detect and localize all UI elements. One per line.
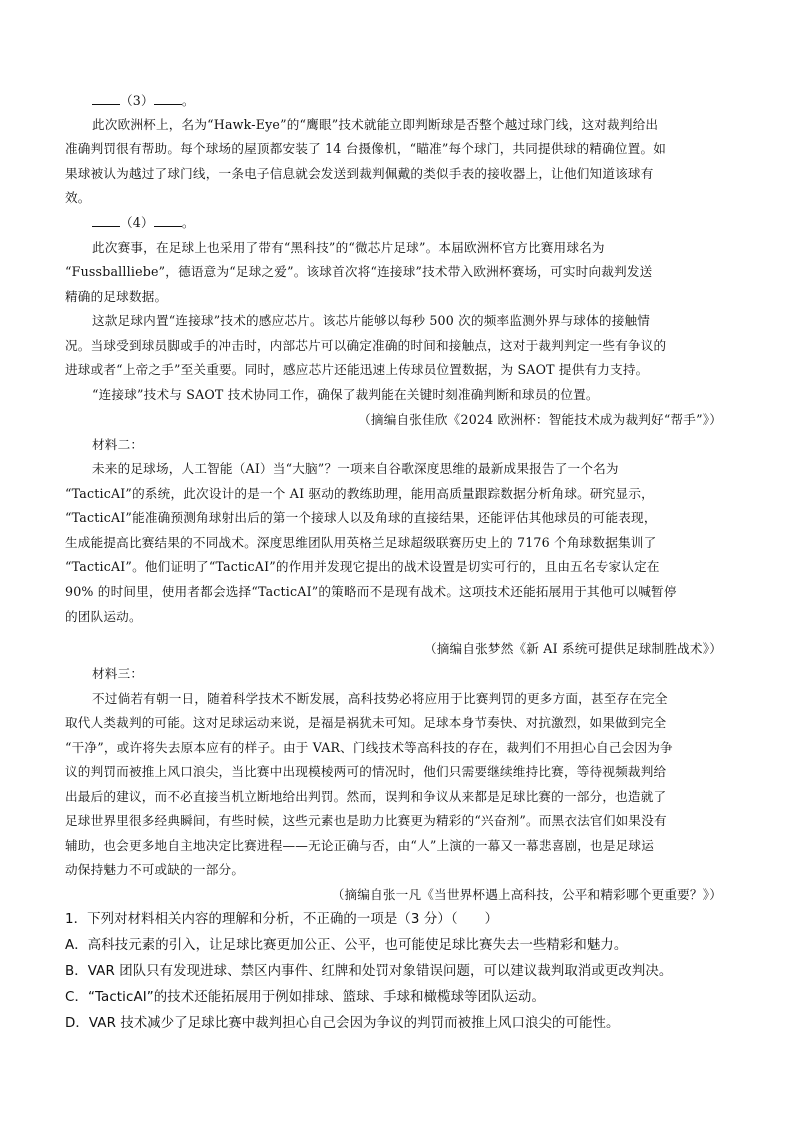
paragraph-line: 动保持魅力不可或缺的一部分。 [65, 862, 245, 877]
paragraph-line: “TacticAI”的系统，此次设计的是一个 AI 驱动的教练助理，能用高质量跟踪数据分析角球。研究显示， [65, 486, 654, 501]
section-4-heading: （4） 。 [92, 215, 195, 231]
material-2-heading: 材料二： [92, 437, 144, 452]
paragraph-line: 议的判罚而被推上风口浪尖，当比赛中出现模棱两可的情况时，他们只需要继续维持比赛，等待视频裁判给 [65, 764, 667, 779]
paragraph-line: 精确的足球数据。 [65, 289, 168, 304]
source-citation: （摘编自张梦然《新 AI 系统可提供足球制胜战术》） [423, 641, 722, 656]
paragraph-line: 果球被认为越过了球门线，一条电子信息就会发送到裁判佩戴的类似手表的接收器上，让他们知道该球有 [65, 166, 654, 181]
section-3-heading: （3） 。 [92, 93, 195, 109]
paragraph-line: “干净”，或许将失去原本应有的样子。由于 VAR、门线技术等高科技的存在，裁判们不用担心自己会因为争 [65, 740, 673, 755]
paragraph-line: 的团队运动。 [65, 609, 142, 624]
paragraph-line: “Fussballliebe”，德语意为“足球之爱”。该球首次将“连接球”技术带入欧洲杯赛场，可实时向裁判发送 [65, 264, 653, 279]
answer-blank [92, 215, 120, 227]
paragraph-line: “连接球”技术与 SAOT 技术协同工作，确保了裁判能在关键时刻准确判断和球员的位置。 [92, 387, 599, 402]
paragraph-line: 不过倘若有朝一日，随着科学技术不断发展，高科技势必将应用于比赛判罚的更多方面，甚至存在完全 [92, 691, 668, 706]
paragraph-line: “TacticAI”。他们证明了“TacticAI”的作用并发现它提出的战术设置是切实可行的，且由五名专家认定在 [65, 559, 660, 574]
paragraph-line: 90% 的时间里，使用者都会选择“TacticAI”的策略而不是现有战术。这项技术还能拓展用于其他可以喊暂停 [65, 584, 677, 599]
paragraph-line: 生成能提高比赛结果的不同战术。深度思维团队用英格兰足球超级联赛历史上的 7176 个角球数据集训了 [65, 535, 657, 550]
paragraph-line: 此次欧洲杯上，名为“Hawk-Eye”的“鹰眼”技术就能立即判断球是否整个越过球门线，这对裁判给出 [92, 117, 659, 132]
paragraph-line: 这款足球内置“连接球”技术的感应芯片。该芯片能够以每秒 500 次的频率监测外界与球体的接触情 [92, 313, 651, 328]
paragraph-line: 取代人类裁判的可能。这对足球运动来说，是福是祸犹未可知。足球本身节奏快、对抗激烈，如果做到完全 [65, 715, 667, 730]
source-citation: （摘编自张一凡《当世界杯遇上高科技，公平和精彩哪个更重要？》） [331, 887, 722, 902]
paragraph-line: 足球世界里很多经典瞬间，有些时候，这些元素也是助力比赛更为精彩的“兴奋剂”。而黑衣法官们如果没有 [65, 813, 667, 828]
paragraph-line: 辅助，也会更多地自主地决定比赛进程——无论正确与否，由“人”上演的一幕又一幕悲喜剧，也是足球运 [65, 838, 654, 853]
answer-blank [92, 93, 120, 105]
option-a[interactable]: A．高科技元素的引入，让足球比赛更加公正、公平，也可能使足球比赛失去一些精彩和魅力。 [65, 938, 628, 953]
option-d[interactable]: D．VAR 技术减少了足球比赛中裁判担心自己会因为争议的判罚而被推上风口浪尖的可能性。 [65, 1016, 620, 1031]
paragraph-line: 此次赛事，在足球上也采用了带有“黑科技”的“微芯片足球”。本届欧洲杯官方比赛用球名为 [92, 240, 605, 255]
material-3-heading: 材料三： [92, 666, 144, 681]
answer-blank [154, 215, 182, 227]
question-stem: 1．下列对材料相关内容的理解和分析，不正确的一项是（3 分）（ ） [65, 912, 499, 927]
paragraph-line: 况。当球受到球员脚或手的冲击时，内部芯片可以确定准确的时间和接触点，这对于裁判判定一些有争议的 [65, 338, 667, 353]
paragraph-line: 效。 [65, 190, 91, 205]
paragraph-line: “TacticAI”能准确预测角球射出后的第一个接球人以及角球的直接结果，还能评估其他球员的可能表现， [65, 510, 657, 525]
source-citation: （摘编自张佳欣《2024 欧洲杯：智能技术成为裁判好“帮手”》） [358, 412, 722, 427]
answer-blank [154, 93, 182, 105]
paragraph-line: 进球或者“上帝之手”至关重要。同时，感应芯片还能迅速上传球员位置数据，为 SAOT 提供有力支持。 [65, 362, 649, 377]
option-b[interactable]: B．VAR 团队只有发现进球、禁区内事件、红牌和处罚对象错误问题，可以建议裁判取消或更改判决。 [65, 964, 673, 979]
paragraph-line: 未来的足球场，人工智能（AI）当“大脑”？一项来自谷歌深度思维的最新成果报告了一个名为 [92, 461, 619, 476]
option-c[interactable]: C．“TacticAI”的技术还能拓展用于例如排球、篮球、手球和橄榄球等团队运动。 [65, 990, 546, 1005]
paragraph-line: 准确判罚很有帮助。每个球场的屋顶都安装了 14 台摄像机，“瞄准”每个球门，共同提供球的精确位置。如 [65, 141, 667, 156]
paragraph-line: 出最后的建议，而不必直接当机立断地给出判罚。然而，误判和争议从来都是足球比赛的一部分，也造就了 [65, 789, 667, 804]
